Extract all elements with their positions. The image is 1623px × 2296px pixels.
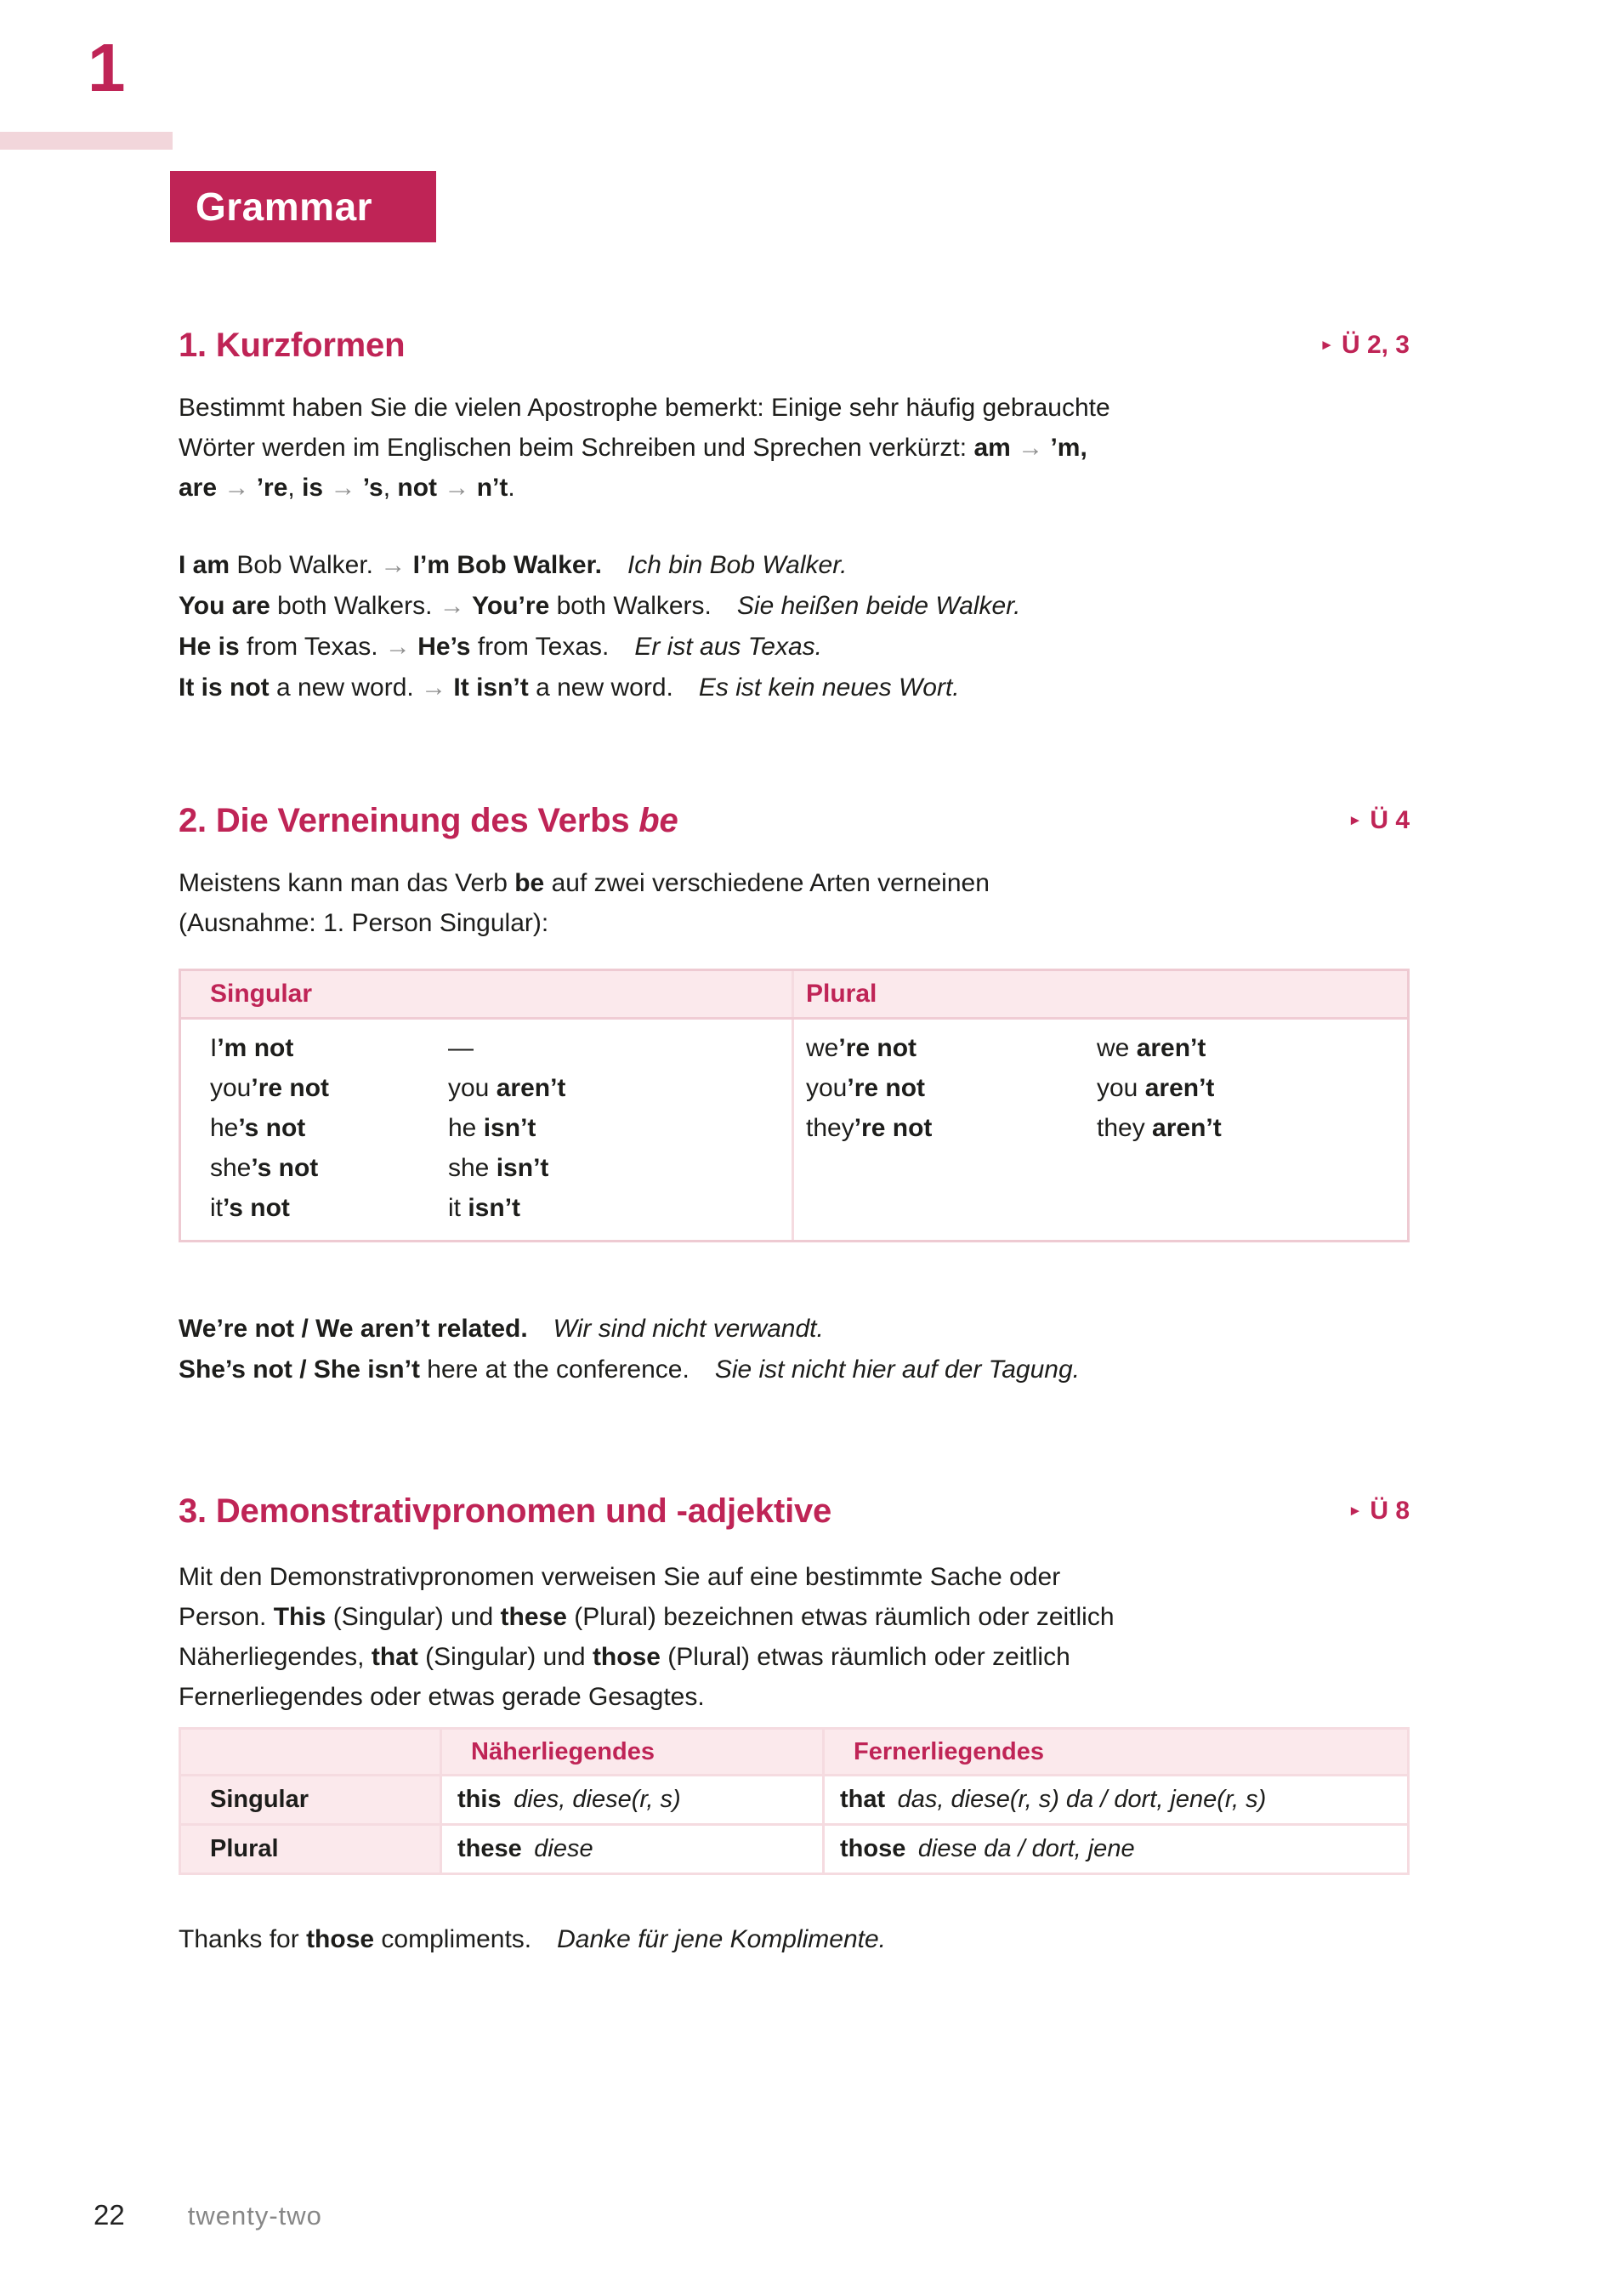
section-3-example: Thanks for those compliments. Danke für jene Komplimente. bbox=[179, 1925, 887, 1953]
example-line: He is from Texas. → He’s from Texas. Er ist aus Texas. bbox=[179, 633, 822, 661]
exercise-ref-arrow-icon: ► bbox=[1319, 337, 1334, 353]
section-1-header bbox=[179, 325, 1410, 366]
negation-table-header-singular: Singular bbox=[181, 971, 794, 1017]
section-3-intro: Mit den Demonstrativpronomen verweisen Sie auf eine bestimmte Sache oder Person. This (Singular) und these (Plural) bezeichnen etwas räumlich oder zeitlich Näherliegendes, that (Singular) und those (Plural) etwas räumlich oder zeitlich Fernerliegendes oder etwas gerade Gesagtes. bbox=[179, 1563, 1115, 1711]
table-row: she’s not she isn’t bbox=[210, 1154, 549, 1182]
cell-singular-near: this dies, diese(r, s) bbox=[441, 1776, 824, 1825]
page-content bbox=[179, 0, 1410, 1960]
exercise-ref-arrow-icon: ► bbox=[1348, 812, 1363, 828]
section-1-title: 1. Kurzformen bbox=[179, 327, 406, 364]
example-line: I am Bob Walker. → I’m Bob Walker. Ich bin Bob Walker. bbox=[179, 551, 848, 579]
table-row bbox=[180, 1825, 1409, 1874]
example-line: It is not a new word. → It isn’t a new word. Es ist kein neues Wort. bbox=[179, 673, 960, 702]
table-row bbox=[180, 1776, 1409, 1825]
demonstratives-header-near: Näherliegendes bbox=[441, 1729, 824, 1776]
section-3-title: 3. Demonstrativpronomen und -adjektive bbox=[179, 1492, 832, 1530]
demonstratives-header-row bbox=[180, 1729, 1409, 1776]
section-1-examples bbox=[179, 545, 1410, 708]
section-3-header bbox=[179, 1491, 1410, 1532]
negation-table bbox=[179, 969, 1410, 1242]
section-2-intro: Meistens kann man das Verb be auf zwei verschiedene Arten verneinen (Ausnahme: 1. Person Singular): bbox=[179, 869, 990, 937]
demonstratives-table bbox=[179, 1727, 1410, 1875]
row-label-plural: Plural bbox=[180, 1825, 441, 1874]
negation-table-header-row bbox=[181, 971, 1407, 1020]
table-row: he’s not he isn’t bbox=[210, 1114, 536, 1142]
page-footer bbox=[94, 2198, 322, 2233]
grammar-banner-label: Grammar bbox=[196, 185, 373, 229]
negation-table-header-plural: Plural bbox=[806, 980, 877, 1008]
page-number-word: twenty-two bbox=[187, 2201, 322, 2231]
negation-table-plural-cell bbox=[794, 1020, 1407, 1240]
unit-number: 1 bbox=[88, 30, 126, 105]
table-row: they’re not they aren’t bbox=[806, 1114, 1222, 1142]
example-line: You are both Walkers. → You’re both Walkers. Sie heißen beide Walker. bbox=[179, 592, 1021, 620]
section-3-exercise-ref bbox=[1348, 1497, 1410, 1526]
exercise-ref-label: Ü 4 bbox=[1370, 806, 1410, 834]
section-2-header bbox=[179, 800, 1410, 841]
table-row: you’re not you aren’t bbox=[210, 1074, 566, 1102]
section-2-title: 2. Die Verneinung des Verbs be bbox=[179, 802, 678, 839]
section-2-examples bbox=[179, 1309, 1410, 1390]
table-row: you’re not you aren’t bbox=[806, 1074, 1215, 1102]
unit-color-bar bbox=[0, 132, 173, 150]
example-line: We’re not / We aren’t related. Wir sind nicht verwandt. bbox=[179, 1315, 824, 1343]
exercise-ref-label: Ü 2, 3 bbox=[1341, 331, 1410, 359]
cell-plural-near: these diese bbox=[441, 1825, 824, 1874]
table-row: it’s not it isn’t bbox=[210, 1194, 521, 1222]
cell-plural-far: those diese da / dort, jene bbox=[824, 1825, 1409, 1874]
negation-table-singular-cell bbox=[181, 1020, 794, 1240]
section-1-intro: Bestimmt haben Sie die vielen Apostrophe bemerkt: Einige sehr häufig gebrauchte Wörter werden im Englischen beim Schreiben und Sprechen verkürzt: am → ’m, are → ’re, is → ’s, not → n’t. bbox=[179, 394, 1110, 502]
cell-singular-far: that das, diese(r, s) da / dort, jene(r, s) bbox=[824, 1776, 1409, 1825]
row-label-singular: Singular bbox=[180, 1776, 441, 1825]
example-line: She’s not / She isn’t here at the conference. Sie ist nicht hier auf der Tagung. bbox=[179, 1355, 1080, 1384]
exercise-ref-label: Ü 8 bbox=[1370, 1497, 1410, 1525]
demonstratives-header-far: Fernerliegendes bbox=[824, 1729, 1409, 1776]
table-row: I’m not — bbox=[210, 1034, 474, 1062]
section-2-exercise-ref bbox=[1348, 806, 1410, 835]
page-number: 22 bbox=[94, 2199, 125, 2231]
demonstratives-header-empty bbox=[180, 1729, 441, 1776]
negation-table-body bbox=[181, 1020, 1407, 1240]
table-row: we’re not we aren’t bbox=[806, 1034, 1206, 1062]
exercise-ref-arrow-icon: ► bbox=[1348, 1503, 1363, 1519]
section-1-exercise-ref bbox=[1319, 331, 1410, 360]
